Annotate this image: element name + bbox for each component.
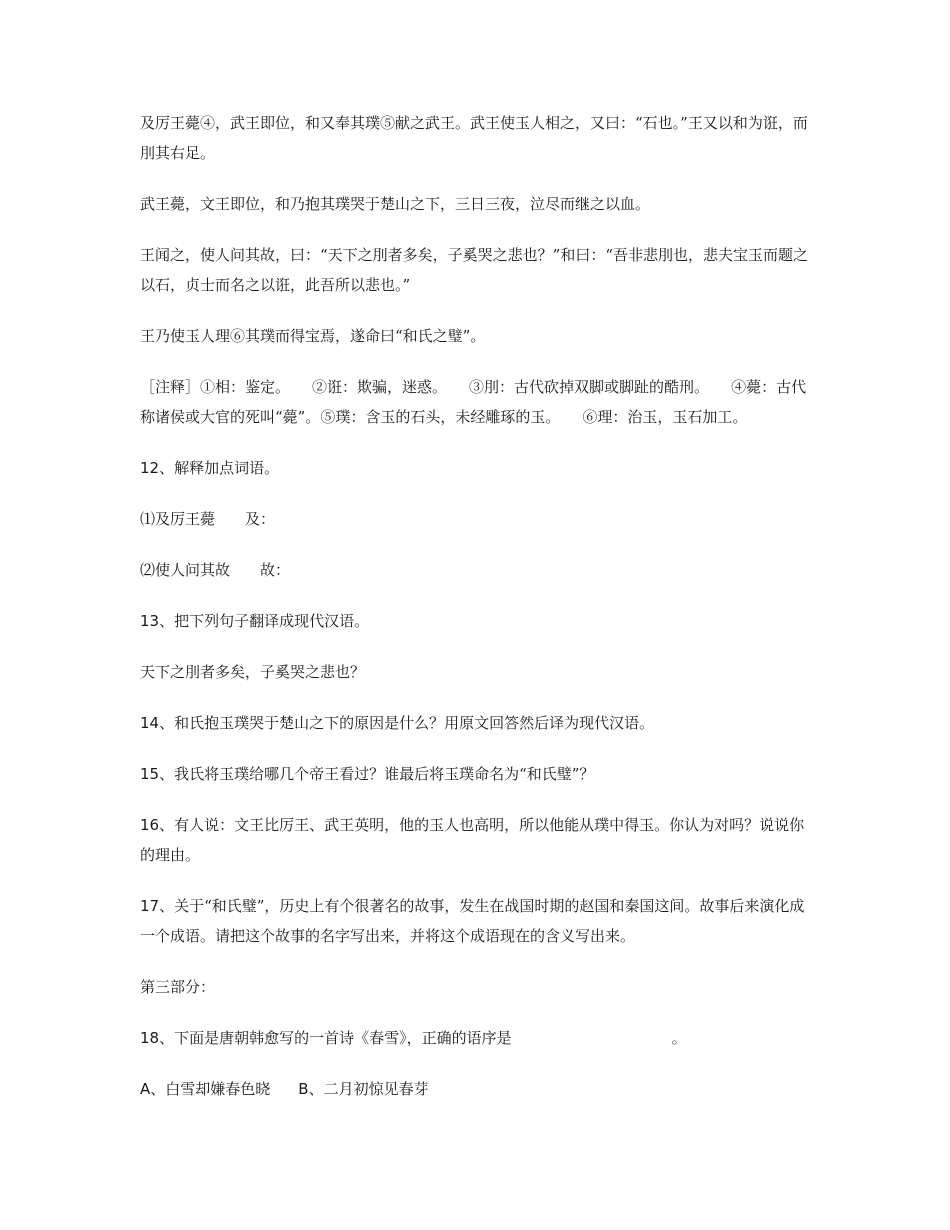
question-number: 18 — [140, 1029, 160, 1047]
annotation-notes — [140, 372, 815, 432]
note-3: ③刖：古代砍掉双脚或脚趾的酷刑。 — [469, 378, 710, 396]
note-6: ⑥理：治玉，玉石加工。 — [582, 408, 748, 426]
question-text: 、我氏将玉璞给哪几个帝王看过？谁最后将玉璞命名为“和氏璧”？ — [159, 765, 595, 783]
question-12-item-1 — [140, 504, 815, 534]
passage-paragraph-2: 武王薨，文王即位，和乃抱其璞哭于楚山之下，三日三夜，泣尽而继之以血。 — [140, 195, 651, 213]
question-number: 15 — [140, 765, 160, 783]
question-12-item-2 — [140, 555, 815, 585]
item-phrase: 及厉王薨 — [155, 510, 216, 528]
question-15 — [140, 759, 815, 789]
question-number: 13 — [140, 612, 160, 630]
question-text: 、把下列句子翻译成现代汉语。 — [159, 612, 370, 630]
passage-paragraph-1: 及厉王薨④，武王即位，和又奉其璞⑤献之武王。武王使玉人相之，又曰：“石也。”王又以和为诳，而刖其右足。 — [140, 114, 808, 162]
option-a-letter: A — [140, 1080, 151, 1098]
question-12 — [140, 453, 815, 483]
document-page — [140, 108, 815, 1125]
question-13 — [140, 606, 815, 636]
question-number: 17 — [140, 897, 160, 915]
part-three-heading: 第三部分： — [140, 978, 216, 996]
question-text: 、关于“和氏璧”，历史上有个很著名的故事，发生在战国时期的赵国和秦国这间。故事后来演化成一个成语。请把这个故事的名字写出来，并将这个成语现在的含义写出来。 — [140, 897, 805, 945]
question-end: 。 — [671, 1029, 687, 1047]
notes-label: ［注释］ — [140, 378, 201, 396]
question-18 — [140, 1023, 815, 1053]
question-text: 、和氏抱玉璞哭于楚山之下的原因是什么？用原文回答然后译为现代汉语。 — [159, 714, 655, 732]
item-number: ⑵ — [140, 561, 156, 579]
item-phrase: 使人问其故 — [155, 561, 231, 579]
question-16 — [140, 810, 815, 870]
question-number: 14 — [140, 714, 160, 732]
option-b-letter: B — [298, 1080, 309, 1098]
question-14 — [140, 708, 815, 738]
question-text: 、下面是唐朝韩愈写的一首诗《春雪》，正确的语序是 — [159, 1029, 512, 1047]
passage-paragraph-3: 王闻之，使人问其故，曰：“天下之刖者多矣，子奚哭之悲也？”和曰：“吾非悲刖也，悲夫宝玉而题之以石，贞士而名之以诳，此吾所以悲也。” — [140, 246, 809, 294]
note-1: ①相：鉴定。 — [200, 378, 291, 396]
item-word: 故： — [260, 561, 291, 579]
question-text: 、有人说：文王比厉王、武王英明，他的玉人也高明，所以他能从璞中得玉。你认为对吗？说说你的理由。 — [140, 816, 805, 864]
question-17 — [140, 891, 815, 951]
note-5: ⑤璞：含玉的石头，未经雕琢的玉。 — [320, 408, 561, 426]
note-2: ②诳：欺骗，迷惑。 — [312, 378, 448, 396]
option-b-text: 、二月初惊见春芽 — [308, 1080, 429, 1098]
question-18-options — [140, 1074, 815, 1104]
question-number: 16 — [140, 816, 160, 834]
item-number: ⑴ — [140, 510, 156, 528]
passage-paragraph-4: 王乃使玉人理⑥其璞而得宝焉，遂命曰“和氏之璧”。 — [140, 327, 486, 345]
item-word: 及： — [245, 510, 276, 528]
question-text: 、解释加点词语。 — [159, 459, 280, 477]
question-number: 12 — [140, 459, 160, 477]
option-a-text: 、白雪却嫌春色晓 — [150, 1080, 271, 1098]
question-13-sentence: 天下之刖者多矣，子奚哭之悲也？ — [140, 663, 366, 681]
note-4: ④薨：古代称诸侯或大官的死叫“薨”。 — [140, 378, 807, 426]
